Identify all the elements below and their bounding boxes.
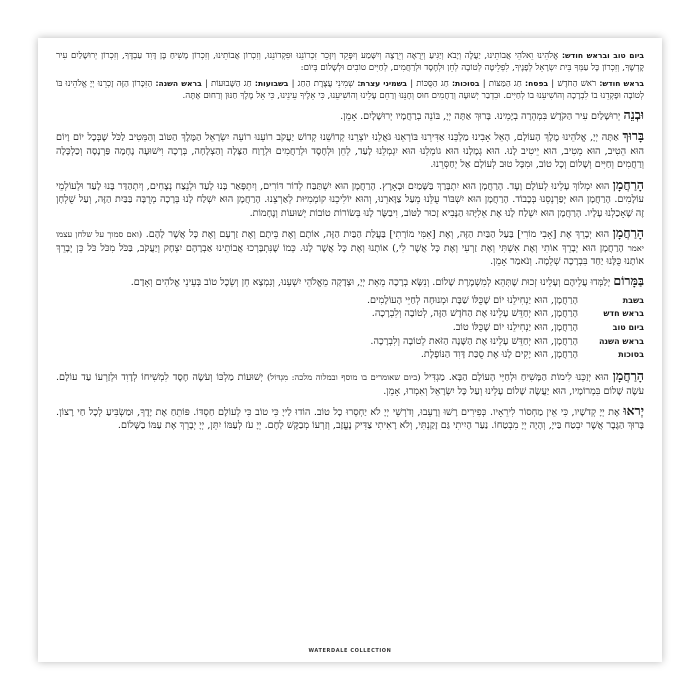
yaaleh-label: ביום טוב ובראש חודש: — [561, 51, 644, 60]
holiday-text: רֹאשׁ הַחֹדֶשׁ — [557, 78, 597, 89]
holiday-text: חַג הַשָּׁבוּעוֹת — [210, 78, 252, 89]
yiru-paragraph — [56, 402, 644, 433]
bamarom-paragraph — [56, 272, 644, 290]
holiday-text: הַזִּכָּרוֹן — [132, 78, 153, 89]
harachaman-paragraph-1 — [56, 176, 644, 221]
harachaman-text: הוּא יְזַכֵּנוּ לִימוֹת הַמָּשִׁיחַ וּלְחַיֵּי הָעוֹלָם הַבָּא. מַגְדִּיל — [424, 371, 609, 383]
yaaleh-vyavo-paragraph — [56, 50, 644, 74]
holiday-line-label: ביום טוב — [612, 322, 644, 332]
harachaman-text: יְשׁוּעוֹת מַלְכּוֹ וְעֹשֶׂה חֶסֶד לִמְשִׁיחוֹ לְדָוִד וּלְזַרְעוֹ עַד עוֹלָם. עֹשֶׂה שָׁלוֹם בִּמְרוֹמָיו, הוּא יַעֲשֶׂה שָׁלוֹם עָלֵינוּ וְעַל כָּל יִשְׂרָאֵל וְאִמְרוּ, אָמֵן. — [56, 371, 644, 397]
holiday-line-label: בראש השנה — [598, 336, 644, 346]
harachaman-lead-word: הָרַחֲמָן — [612, 367, 644, 383]
yaaleh-text: אֱלֹהֵינוּ וֵאלֹהֵי אֲבוֹתֵינוּ, יַעֲלֶה וְיָבֹא וְיַגִּיעַ וְיֵרָאֶה וְיֵרָצֶה וְיִשָּׁמַע וְיִפָּקֵד וְיִזָּכֵר זִכְרוֹנֵנוּ וּפִקְדוֹנֵנוּ, וְזִכְרוֹן אֲבוֹתֵינוּ, וְזִכְרוֹן מָשִׁיחַ בֶּן דָּוִד עַבְדֶּךָ, וְזִכְרוֹן יְרוּשָׁלַיִם עִיר קָדְשֶׁךָ, וְזִכְרוֹן כָּל עַמְּךָ בֵּית יִשְׂרָאֵל לְפָנֶיךָ, לִפְלֵיטָה לְטוֹבָה לְחֵן וּלְחֶסֶד וּלְרַחֲמִים, לְחַיִּים טוֹבִים וּלְשָׁלוֹם בְּיוֹם: — [56, 51, 644, 74]
baruch-lead-word: בָּרוּךְ — [622, 128, 644, 144]
holiday-line-label: בשבת — [622, 295, 644, 305]
instruction-note: (ביום שאומרים בו מוסף ובמלוה מלכה: מִגְדּוֹל) — [267, 371, 421, 382]
holiday-line-text: הָרַחֲמָן, הוּא יְחַדֵּשׁ עָלֵינוּ אֶת הַחֹדֶשׁ הַזֶּה, לְטוֹבָה וְלִבְרָכָה. — [371, 308, 578, 320]
harachaman-text: הָרַחֲמָן הוּא יְבָרֵךְ אוֹתִי וְאֶת אִשְׁתִּי וְאֶת זַרְעִי וְאֶת כָּל אֲשֶׁר לִי,) אוֹתָנוּ וְאֶת כָּל אֲשֶׁר לָנוּ. כְּמוֹ שֶׁנִּתְבָּרְכוּ אֲבוֹתֵינוּ אַבְרָהָם יִצְחָק וְיַעֲקֹב, בַּכֹּל מִכֹּל כֹּל כֵּן יְבָרֵךְ אוֹתָנוּ כֻּלָּנוּ יַחַד בִּבְרָכָה שְׁלֵמָה. וְנֹאמַר אָמֵן. — [56, 242, 644, 268]
holiday-line-label: בראש חדש — [603, 309, 644, 319]
holiday-line — [56, 294, 644, 308]
instruction-note: (ואם סמוך על שלחן עצמו יאמר — [56, 229, 644, 253]
holiday-text: חַג הַמַּצּוֹת — [488, 78, 522, 89]
uvneh-text: יְרוּשָׁלַיִם עִיר הַקֹּדֶשׁ בִּמְהֵרָה בְיָמֵינוּ. בָּרוּךְ אַתָּה יְיָ, בּוֹנֵה בְרַחֲמָיו יְרוּשָׁלָיִם. אָמֵן. — [340, 110, 621, 122]
holiday-line-label: בסוכות — [618, 350, 644, 360]
uvneh-paragraph — [56, 106, 644, 124]
holiday-line-text: הָרַחֲמָן, הוּא יַנְחִילֵנוּ יוֹם שֶׁכֻּלּוֹ שַׁבָּת וּמְנוּחָה לְחַיֵּי הָעוֹלָמִים. — [367, 294, 578, 306]
yiru-lead-word: יְראוּ — [623, 402, 644, 418]
holiday-text: שְׁמִינִי עֲצֶרֶת הַחַג — [297, 78, 355, 89]
holiday-text: חַג הַסֻּכּוֹת — [416, 78, 449, 89]
blessing-card — [38, 38, 662, 662]
holiday-label: בראש השנה: — [155, 78, 202, 88]
holiday-line-text: הָרַחֲמָן, הוּא יָקִים לָנוּ אֶת סֻכַּת דָּוִד הַנּוֹפָלֶת. — [420, 349, 578, 361]
baruch-paragraph — [56, 127, 644, 172]
holiday-label: בשמיני עצרת: — [357, 78, 408, 88]
holiday-line — [56, 307, 644, 321]
uvneh-lead-word: וּבְנֵה — [623, 106, 644, 122]
holiday-additions — [56, 294, 644, 362]
holiday-closing-text: הַזֶּה זָכְרֵנוּ יְיָ אֱלֹהֵינוּ בּוֹ לְטוֹבָה וּפָקְדֵנוּ בוֹ לִבְרָכָה וְהוֹשִׁיעֵנוּ בוֹ לְחַיִּים. וּבִדְבַר יְשׁוּעָה וְרַחֲמִים חוּס וְחָנֵּנוּ וְרַחֵם עָלֵינוּ וְהוֹשִׁיעֵנוּ, כִּי אֵלֶיךָ עֵינֵינוּ, כִּי אֵל מֶלֶךְ חַנּוּן וְרַחוּם אָתָּה. — [56, 78, 644, 102]
holiday-line-text: הָרַחֲמָן, הוּא יַנְחִילֵנוּ יוֹם שֶׁכֻּלּוֹ טוֹב. — [452, 321, 578, 333]
harachaman-text: הוּא יִמְלוֹךְ עָלֵינוּ לְעוֹלָם וָעֶד. הָרַחֲמָן הוּא יִתְבָּרַךְ בַּשָּׁמַיִם וּבָאָרֶץ. הָרַחֲמָן הוּא יִשְׁתַּבַּח לְדוֹר דּוֹרִים, וְיִתְפָּאַר בָּנוּ לָעַד וּלְנֵצַח נְצָחִים, וְיִתְהַדַּר בָּנוּ לָעַד וּלְעוֹלְמֵי עוֹלָמִים. הָרַחֲמָן הוּא יְפַרְנְסֵנוּ בְּכָבוֹד. הָרַחֲמָן הוּא יִשְׁבּוֹר עֻלֵּנוּ מֵעַל צַוָּארֵנוּ, וְהוּא יוֹלִיכֵנוּ קוֹמְמִיּוּת לְאַרְצֵנוּ. הָרַחֲמָן הוּא יִשְׁלַח לָנוּ בְּרָכָה מְרֻבָּה בַּבַּיִת הַזֶּה, וְעַל שֻׁלְחָן זֶה שֶׁאָכַלְנוּ עָלָיו. הָרַחֲמָן הוּא יִשְׁלַח לָנוּ אֶת אֵלִיָּהוּ הַנָּבִיא זָכוּר לַטּוֹב, וִיבַשֶּׂר לָנוּ בְּשׂוֹרוֹת טוֹבוֹת יְשׁוּעוֹת וְנֶחָמוֹת. — [56, 180, 644, 219]
holiday-label: בשבועות: — [254, 78, 289, 88]
holiday-insert-paragraph: בראש חודש: רֹאשׁ הַחֹדֶשׁ | בפסח: חַג הַמַּצּוֹת | בסוכות: חַג הַסֻּכּוֹת | בשמיני עצרת: שְׁמִינִי עֲצֶרֶת הַחַג | בשבועות: חַג הַשָּׁבוּעוֹת | בראש השנה: הַזִּכָּרוֹן הַזֶּה זָכְרֵנוּ יְיָ אֱלֹהֵינוּ בּוֹ לְטוֹבָה וּפָקְדֵנוּ בוֹ לִבְרָכָה וְהוֹשִׁיעֵנוּ בוֹ לְחַיִּים. וּבִדְבַר יְשׁוּעָה וְרַחֲמִים חוּס וְחָנֵּנוּ וְרַחֵם עָלֵינוּ וְהוֹשִׁיעֵנוּ, כִּי אֵלֶיךָ עֵינֵינוּ, כִּי אֵל מֶלֶךְ חַנּוּן וְרַחוּם אָתָּה. — [56, 78, 645, 102]
holiday-line-text: הָרַחֲמָן, הוּא יְחַדֵּשׁ עָלֵינוּ אֶת הַשָּׁנָה הַזֹּאת לְטוֹבָה וְלִבְרָכָה. — [370, 335, 578, 347]
harachaman-paragraph-3 — [56, 367, 644, 398]
bamarom-lead-word: בַּמָּרוֹם — [613, 273, 644, 289]
harachaman-lead-word: הָרַחֲמָן — [612, 225, 644, 240]
harachaman-text: הוּא יְבָרֵךְ אֶת [אָבִי מוֹרִי] בַּעַל הַבַּיִת הַזֶּה, וְאֶת [אִמִּי מוֹרָתִי] בַּעֲלַת הַבַּיִת הַזֶּה, אוֹתָם וְאֶת בֵּיתָם וְאֶת זַרְעָם וְאֶת כָּל אֲשֶׁר לָהֶם. — [145, 229, 610, 240]
bamarom-text: יְלַמְּדוּ עֲלֵיהֶם וְעָלֵינוּ זְכוּת שֶׁתְּהֵא לְמִשְׁמֶרֶת שָׁלוֹם. וְנִשָּׂא בְרָכָה מֵאֵת יְיָ, וּצְדָקָה מֵאֱלֹהֵי יִשְׁעֵנוּ, וְנִמְצָא חֵן וְשֵׂכֶל טוֹב בְּעֵינֵי אֱלֹהִים וְאָדָם. — [130, 277, 611, 289]
holiday-label: בראש חודש: — [599, 78, 645, 88]
collection-footer: WATERDALE COLLECTION — [308, 648, 392, 654]
yiru-text: אֶת יְיָ קְדֹשָׁיו, כִּי אֵין מַחְסוֹר לִירֵאָיו. כְּפִירִים רָשׁוּ וְרָעֵבוּ, וְדֹרְשֵׁי יְיָ לֹא יַחְסְרוּ כָל טוֹב. הוֹדוּ לַייָ כִּי טוֹב כִּי לְעוֹלָם חַסְדּוֹ. פּוֹתֵחַ אֶת יָדֶךָ, וּמַשְׂבִּיעַ לְכָל חַי רָצוֹן. בָּרוּךְ הַגֶּבֶר אֲשֶׁר יִבְטַח בַּייָ, וְהָיָה יְיָ מִבְטַחוֹ. נַעַר הָיִיתִי גַּם זָקַנְתִּי, וְלֹא רָאִיתִי צַדִּיק נֶעֱזָב, וְזַרְעוֹ מְבַקֶּשׁ לָחֶם. יְיָ עֹז לְעַמּוֹ יִתֵּן, יְיָ יְבָרֵךְ אֶת עַמּוֹ בַשָּׁלוֹם. — [56, 406, 644, 432]
harachaman-lead-word: הָרַחֲמָן — [612, 176, 644, 192]
holiday-line — [56, 335, 644, 349]
baruch-text: אַתָּה יְיָ, אֱלֹהֵינוּ מֶלֶךְ הָעוֹלָם, הָאֵל אָבִינוּ מַלְכֵּנוּ אַדִּירֵנוּ בּוֹרְאֵנוּ גֹּאֲלֵנוּ יוֹצְרֵנוּ קְדוֹשֵׁנוּ קְדוֹשׁ יַעֲקֹב רוֹעֵנוּ רוֹעֵה יִשְׂרָאֵל הַמֶּלֶךְ הַטּוֹב וְהַמֵּטִיב לַכֹּל שֶׁבְּכָל יוֹם וָיוֹם הוּא הֵטִיב, הוּא מֵטִיב, הוּא יֵיטִיב לָנוּ. הוּא גְמָלָנוּ הוּא גוֹמְלֵנוּ הוּא יִגְמְלֵנוּ לָעַד, לְחֵן וּלְחֶסֶד וּלְרַחֲמִים וּלְרֶוַח הַצָּלָה וְהַצְלָחָה, בְּרָכָה וִישׁוּעָה נֶחָמָה פַּרְנָסָה וְכַלְכָּלָה וְרַחֲמִים וְחַיִּים וְשָׁלוֹם וְכָל טוֹב, וּמִכָּל טוּב לְעוֹלָם אַל יְחַסְּרֵנוּ. — [56, 132, 644, 171]
holiday-line — [56, 348, 644, 362]
harachaman-paragraph-2 — [56, 224, 644, 269]
grace-after-meals-text — [56, 50, 644, 433]
holiday-line — [56, 321, 644, 335]
holiday-label: בסוכות: — [452, 78, 480, 88]
holiday-label: בפסח: — [525, 78, 549, 88]
